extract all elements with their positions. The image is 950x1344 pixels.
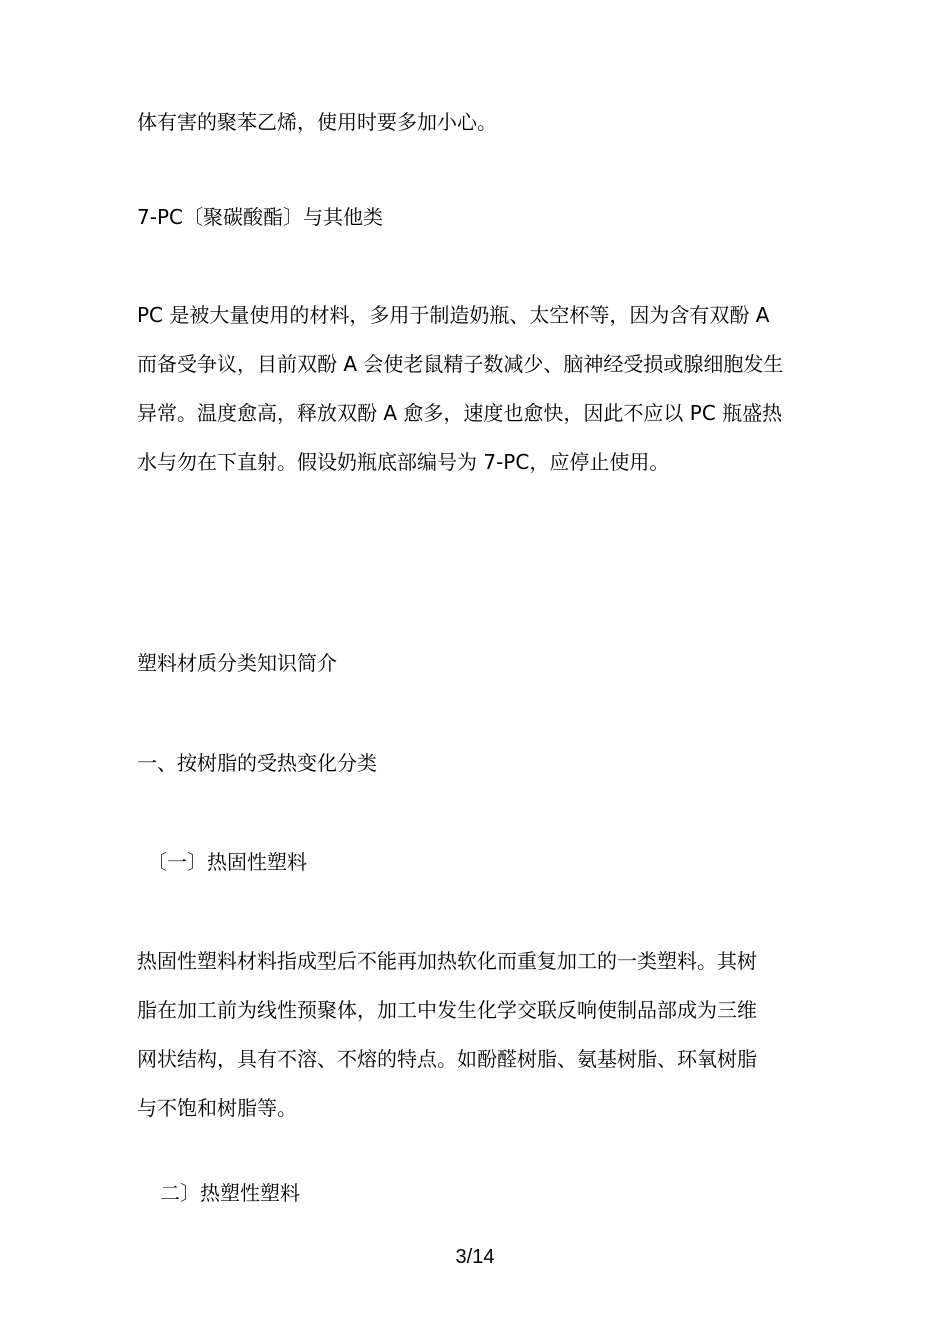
pc-heading: 7-PC〔聚碳酸酯〕与其他类: [137, 205, 383, 229]
section-title: 塑料材质分类知识简介: [137, 651, 337, 675]
thermoset-paragraph: [137, 937, 827, 1133]
subheading-thermoset: 〔一〕热固性塑料: [147, 850, 307, 874]
continued-text-line: 体有害的聚苯乙烯，使用时要多加小心。: [137, 110, 497, 134]
paragraph-line: PC 是被大量使用的材料，多用于制造奶瓶、太空杯等，因为含有双酚 A: [137, 303, 770, 327]
subheading-thermoplastic: 二〕热塑性塑料: [160, 1181, 300, 1205]
page-number: 3/14: [455, 1246, 495, 1268]
paragraph-line: 网状结构，具有不溶、不熔的特点。如酚醛树脂、氨基树脂、环氧树脂: [137, 1047, 757, 1071]
paragraph-line: 与不饱和树脂等。: [137, 1096, 297, 1120]
pc-paragraph: [137, 291, 827, 487]
paragraph-line: 水与勿在下直射。假设奶瓶底部编号为 7-PC，应停止使用。: [137, 450, 670, 474]
paragraph-line: 而备受争议，目前双酚 A 会使老鼠精子数减少、脑神经受损或腺细胞发生: [137, 352, 784, 376]
paragraph-line: 热固性塑料材料指成型后不能再加热软化而重复加工的一类塑料。其树: [137, 949, 757, 973]
paragraph-line: 异常。温度愈高，释放双酚 A 愈多，速度也愈快，因此不应以 PC 瓶盛热: [137, 401, 783, 425]
heading-classification: 一、按树脂的受热变化分类: [137, 751, 377, 775]
paragraph-line: 脂在加工前为线性预聚体，加工中发生化学交联反响使制品部成为三维: [137, 998, 757, 1022]
